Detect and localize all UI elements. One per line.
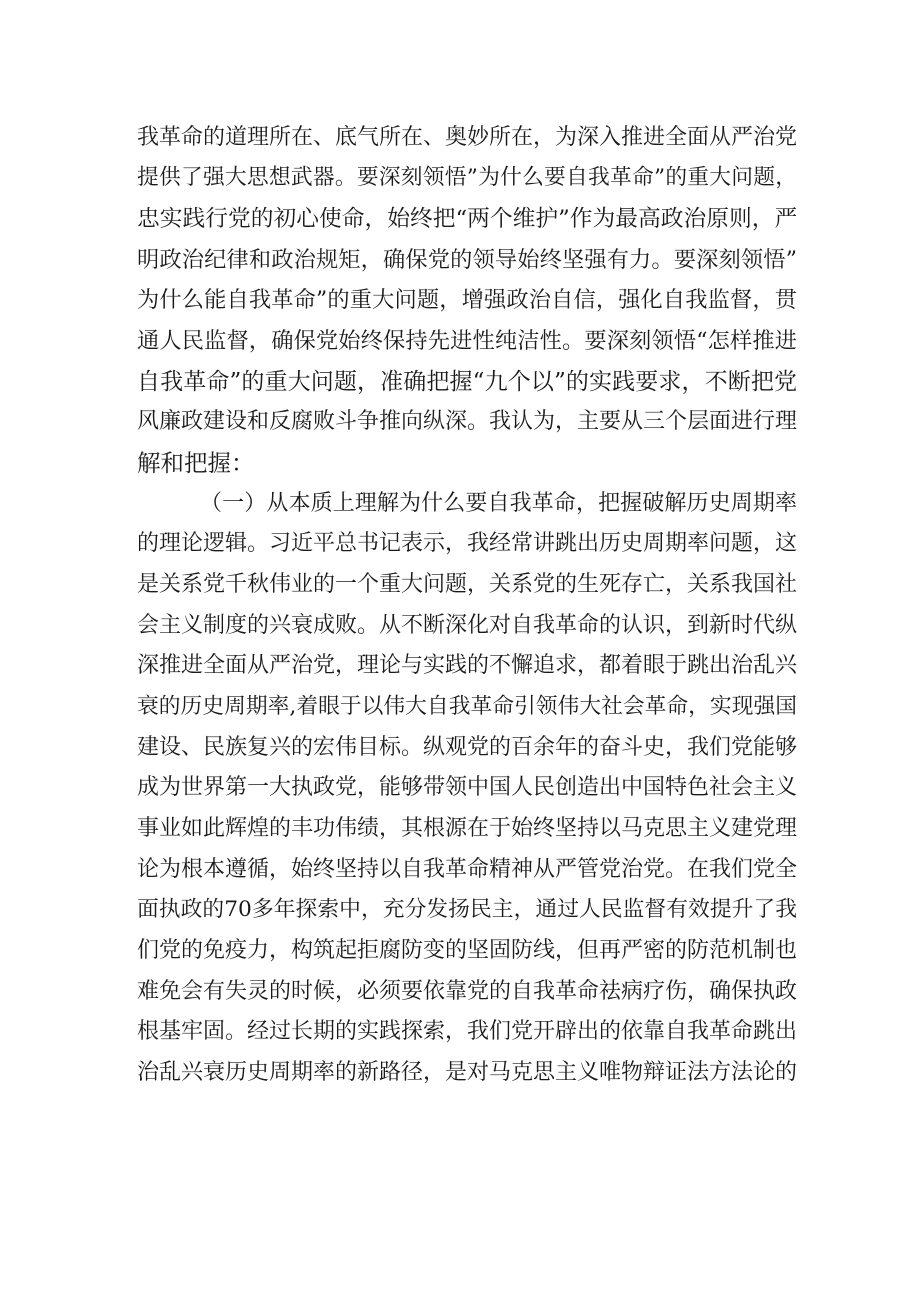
- text-line: 风廉政建设和反腐败斗争推向纵深。我认为，主要从三个层面进行理: [137, 409, 798, 434]
- text-line: 成为世界第一大执政党，能够带领中国人民创造出中国特色社会主义: [137, 775, 798, 800]
- text-line: 会主义制度的兴衰成败。从不断深化对自我革命的认识，到新时代纵: [137, 613, 798, 638]
- text-line: 事业如此辉煌的丰功伟绩，其根源在于始终坚持以马克思主义建党理: [137, 816, 798, 841]
- text-line: 为什么能自我革命”的重大问题，增强政治自信，强化自我监督，贯: [137, 287, 797, 313]
- text-line: 建设、民族复兴的宏伟目标。纵观党的百余年的奋斗史，我们党能够: [137, 735, 798, 760]
- section-heading-line: （一）从本质上理解为什么要自我革命，把握破解历史周期率: [200, 491, 797, 516]
- text-line: 根基牢固。经过长期的实践探索，我们党开辟出的依靠自我革命跳出: [137, 1019, 798, 1044]
- text-line: 我革命的道理所在、底气所在、奥妙所在，为深入推进全面从严治党: [137, 125, 798, 150]
- text-line: 论为根本遵循，始终坚持以自我革命精神从严管党治党。在我们党全: [137, 857, 798, 882]
- text-line: 面执政的70多年探索中，充分发扬民主，通过人民监督有效提升了我: [137, 897, 797, 922]
- text-line: 衰的历史周期率,着眼于以伟大自我革命引领伟大社会革命，实现强国: [137, 694, 797, 719]
- text-line: 通人民监督，确保党始终保持先进性纯洁性。要深刻领悟“怎样推进: [137, 328, 797, 354]
- text-line: 自我革命”的重大问题，准确把握“九个以”的实践要求，不断把党: [137, 369, 797, 395]
- text-line: 解和把握：: [137, 449, 255, 477]
- text-line: 难免会有失灵的时候，必须要依靠党的自我革命祛病疗伤，确保执政: [137, 979, 798, 1004]
- text-line: 深推进全面从严治党，理论与实践的不懈追求，都着眼于跳出治乱兴: [137, 653, 798, 678]
- text-line: 是关系党千秋伟业的一个重大问题，关系党的生死存亡，关系我国社: [137, 572, 798, 597]
- text-line: 明政治纪律和政治规矩，确保党的领导始终坚强有力。要深刻领悟”: [137, 247, 797, 273]
- text-line: 治乱兴衰历史周期率的新路径，是对马克思主义唯物辩证法方法论的: [137, 1060, 798, 1085]
- text-line: 提供了强大思想武器。要深刻领悟”为什么要自我革命”的重大问题，: [137, 165, 797, 190]
- text-line: 忠实践行党的初心使命，始终把“两个维护”作为最高政治原则，严: [137, 206, 798, 232]
- text-line: 们党的免疫力，构筑起拒腐防变的坚固防线，但再严密的防范机制也: [137, 938, 798, 963]
- text-line: 的理论逻辑。习近平总书记表示，我经常讲跳出历史周期率问题，这: [137, 531, 798, 556]
